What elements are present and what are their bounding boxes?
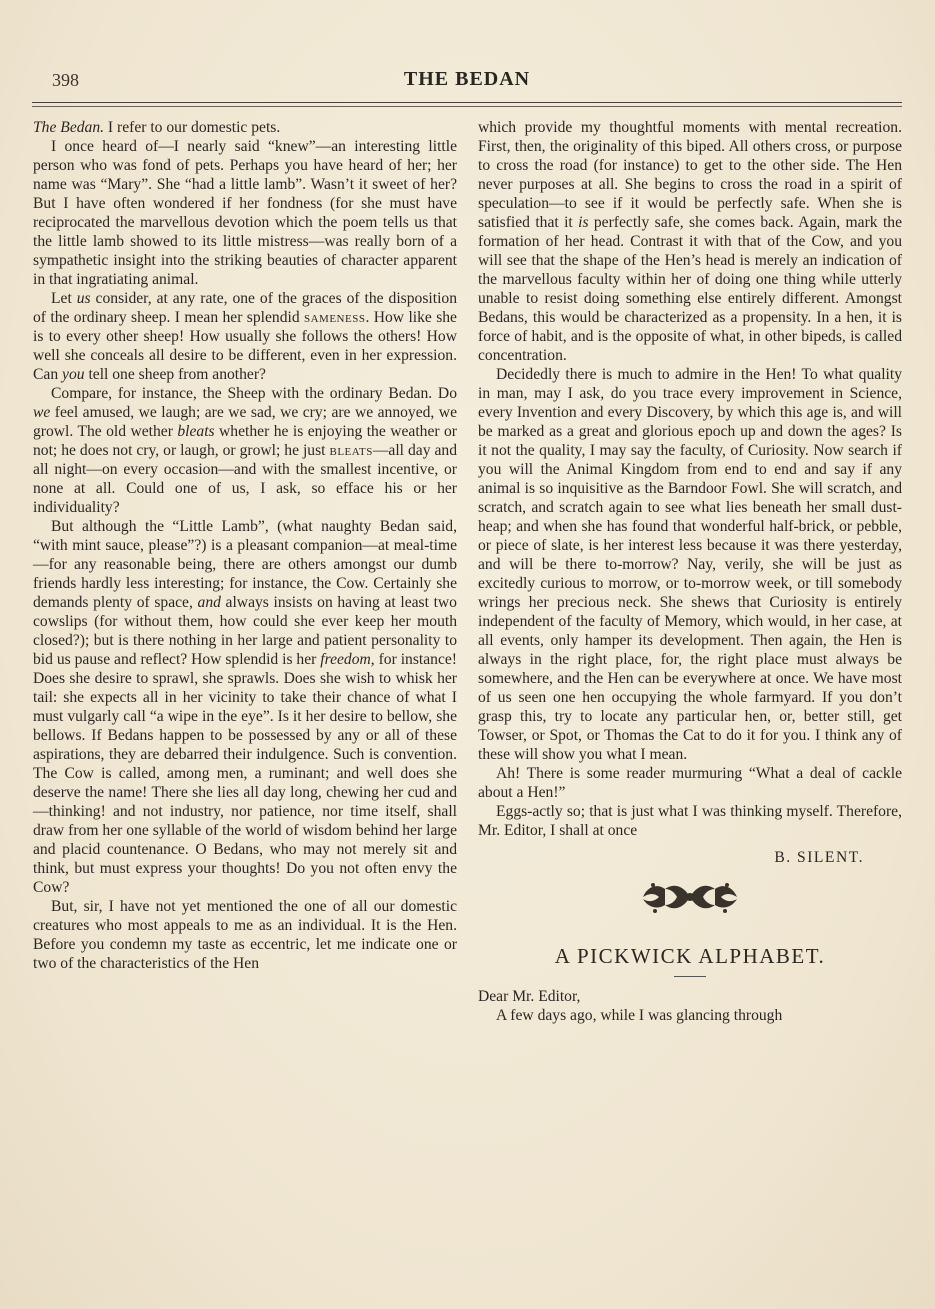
header-rule xyxy=(32,102,902,103)
paragraph: A few days ago, while I was glancing through xyxy=(496,1007,783,1024)
paragraph: Compare, for instance, the Sheep with the ordinary Bedan. Do we feel amused, we laugh; are we sad, we cry; are we annoyed, we growl. The old wether bleats whether he is enjoying the weather or not; he does not cry, or laugh, or growl; he just bleats—all day and all night—on every occasion—and with the smallest incentive, or none at all. Could one of us, I ask, so efface his or her individuality? xyxy=(33,385,457,516)
paragraph: Eggs-actly so; that is just what I was thinking myself. Therefore, Mr. Editor, I shall at once xyxy=(478,803,902,839)
author-signature: B. SILENT. xyxy=(774,849,864,866)
paragraph: Ah! There is some reader murmuring “What a deal of cackle about a Hen!” xyxy=(478,765,902,801)
article-title: A PICKWICK ALPHABET. xyxy=(554,944,826,968)
floral-ornament-icon xyxy=(635,875,745,919)
salutation: Dear Mr. Editor, xyxy=(478,988,581,1005)
paragraph: which provide my thoughtful moments with mental recreation. First, then, the originality of this biped. All others cross, or purpose to cross the road (for instance) to get to the other side. The Hen never purposes at all. She begins to cross the road in a spirit of speculation—to see if it would be perfectly safe. When she is satisfied that it is perfectly safe, she comes back. Again, mark the formation of her head. Contrast it with that of the Cow, and you will see that the shape of the Hen’s head is merely an indication of the marvellous faculty within her of doing one thing while utterly unable to resist doing something else entirely different. Amongst Bedans, this would be characterized as a propensity. In a hen, it is force of habit, and is the opposite of what, in other bipeds, is called concentration. xyxy=(478,119,903,364)
running-title: THE BEDAN xyxy=(403,68,531,90)
right-column xyxy=(478,118,902,1025)
paragraph: But although the “Little Lamb”, (what naughty Bedan said, “with mint sauce, please”?) is a pleasant companion—at meal-time—for any reasonable being, there are others amongst our dumb friends hardly less interesting; for instance, the Cow. Certainly she demands plenty of space, and always insists on having at least two cowslips (for without them, how could she ever keep her mouth closed?); but is there nothing in her large and patient personality to bid us pause and reflect? How splendid is her freedom, for instance! Does she desire to sprawl, she sprawls. Does she wish to whisk her tail: she expects all in her vicinity to take their chance of what I must vulgarly call “a wipe in the eye”. Is it her desire to bellow, she bellows. If Bedans happen to be possessed by any or all of these aspirations, they are debarred their indulgence. Such is convention. The Cow is called, among men, a ruminant; and well does she deserve the name! There she lies all day long, chewing her cud and—thinking! and not industry, nor patience, nor time itself, shall draw from her one syllable of the world of wisdom behind her large and placid countenance. O Bedans, who may not merely sit and think, but must express your thoughts! Do you not often envy the Cow? xyxy=(33,518,457,896)
left-column xyxy=(33,118,457,973)
paragraph: I once heard of—I nearly said “knew”—an interesting little person who was fond of pets. Perhaps you have heard of her; her name was “Mary”. She “had a little lamb”. Wasn’t it sweet of her? But I have often wondered if her fondness (for she must have reciprocated the marvellous devotion which the poem tells us that the little lamb showed to its little mistress—was really born of a sympathetic insight into the striking beauties of character apparent in that ingratiating animal. xyxy=(33,138,457,288)
paragraph: Decidedly there is much to admire in the Hen! To what quality in man, may I ask, do you trace every improvement in Science, every Invention and every Discovery, by which this age is, and will be marked as a great and glorious epoch up and down the ages? Is it not the quality, I may say the faculty, of Curiosity. Now search if you will the Animal Kingdom from end to end and say if any animal is so inquisitive as the Barndoor Fowl. She will scratch, and scratch, and scratch again to see what lies beneath her small dust-heap; and when she has found that wonderful half-brick, or pebble, or piece of slate, is her interest less because it was there yesterday, and will be there to-morrow? Nay, verily, she will be just as excitedly curious to morrow, or to-morrow week, or till somebody wrings her precious neck. She shews that Curiosity is entirely independent of the faculty of Memory, which would, in her case, at all events, only hamper its development. Then again, the Hen is always in the right place, for, the right place must always be somewhere, and the Hen can be everywhere at once. We have most of us seen one hen occupying the whole farmyard. If you don’t grasp this, try to locate any particular hen, or, better still, get Towser, or Spot, or Thomas the Cat to do it for you. I think any of these will show you what I mean. xyxy=(478,366,902,763)
page-header xyxy=(32,68,902,96)
page-number: 398 xyxy=(52,70,79,90)
title-rule xyxy=(674,976,706,977)
paragraph: But, sir, I have not yet mentioned the one of all our domestic creatures who most appeals to me as an individual. It is the Hen. Before you condemn my taste as eccentric, let me indicate one or two of the characteristics of the Hen xyxy=(33,898,457,972)
paragraph: Let us consider, at any rate, one of the graces of the disposition of the ordinary sheep. I mean her splendid sameness. How like she is to every other sheep! How usually she follows the others! How well she conceals all desire to be different, even in her expression. Can you tell one sheep from another? xyxy=(33,290,457,383)
header-rule-thin xyxy=(32,106,902,107)
paragraph: The Bedan. I refer to our domestic pets. xyxy=(33,119,281,136)
